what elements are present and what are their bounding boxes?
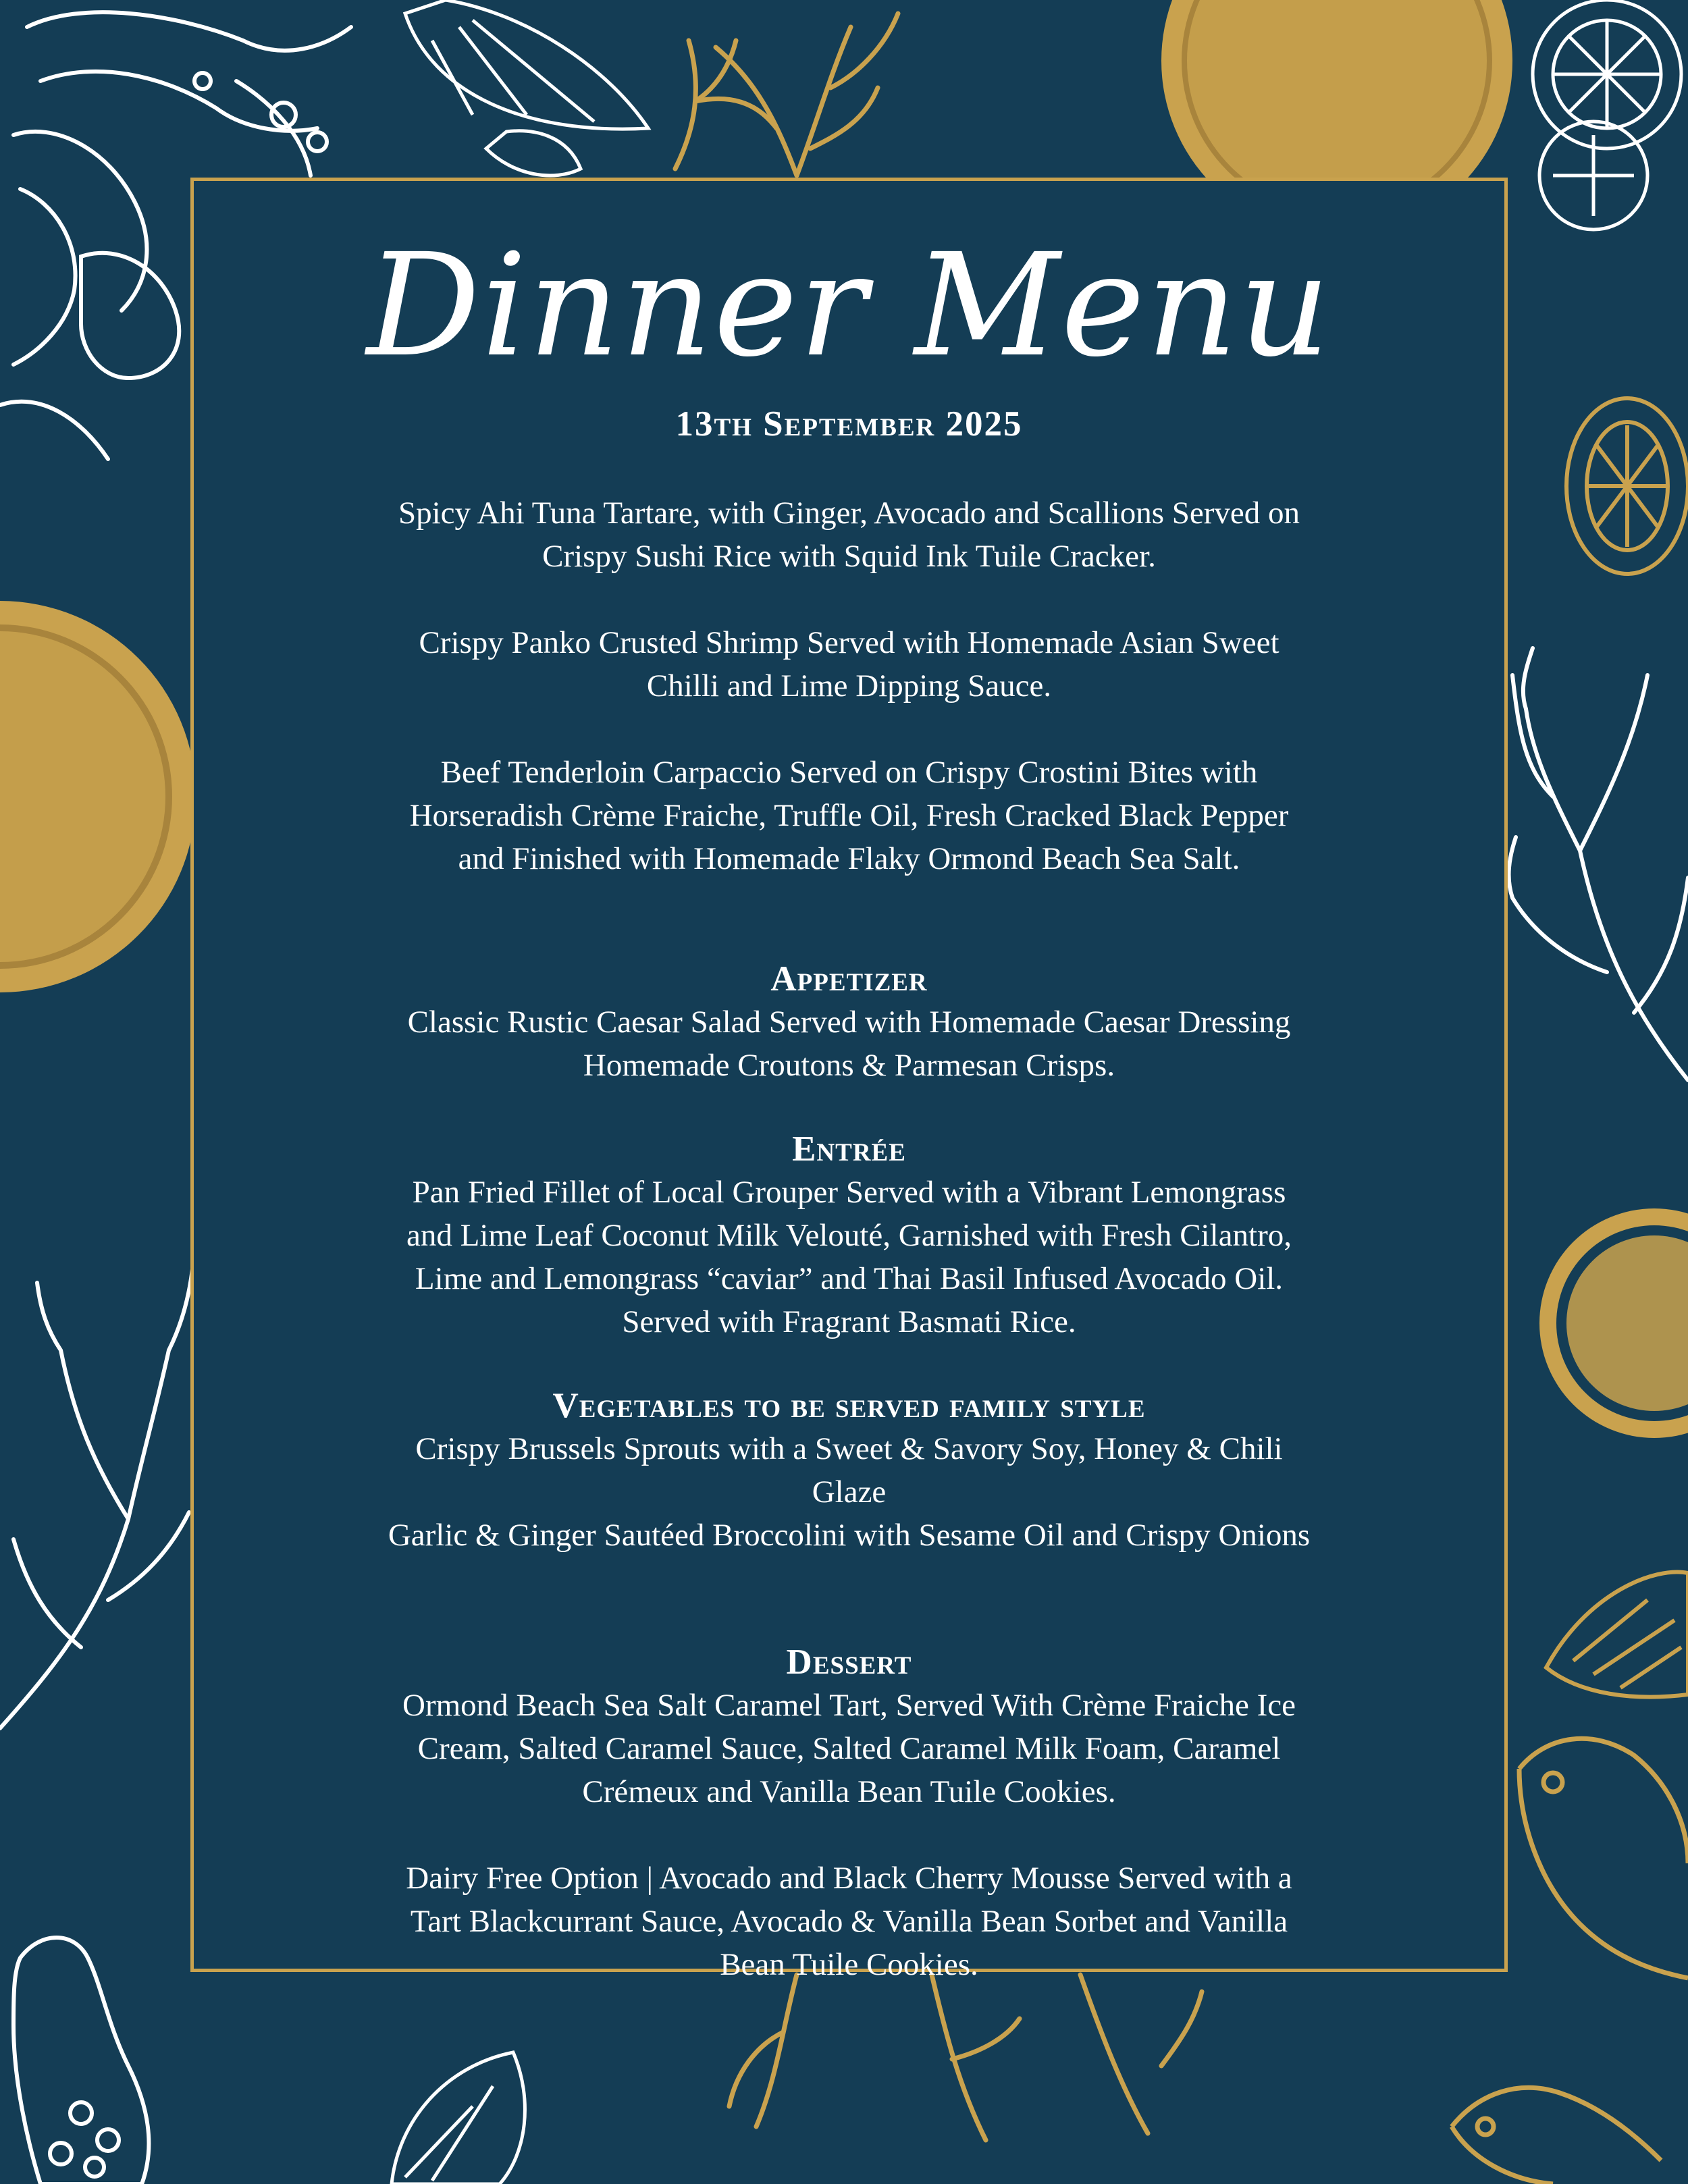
canape-1-line-2: Crispy Sushi Rice with Squid Ink Tuile Cracker.	[542, 539, 1156, 574]
lemon-slice-illustration	[1533, 0, 1681, 230]
menu-card	[190, 178, 1508, 1982]
canape-2-line-2: Chilli and Lime Dipping Sauce.	[646, 668, 1052, 703]
coral-branch-illustration	[729, 1975, 1202, 2140]
dessert-section	[261, 1641, 1437, 1986]
menu-date: 13th September 2025	[675, 404, 1023, 444]
spoon-illustration	[14, 1938, 149, 2184]
caviar-tin-illustration	[1539, 1208, 1688, 1438]
appetizer-heading: Appetizer	[770, 959, 928, 998]
entree-line-3: Lime and Lemongrass “caviar” and Thai Basil Infused Avocado Oil.	[415, 1261, 1284, 1296]
dairy-free-line-3: Bean Tuile Cookies.	[720, 1947, 978, 1982]
appetizer-section	[261, 957, 1437, 1087]
lemon-slice-illustration	[1546, 1572, 1688, 1697]
vegetables-line-3: Garlic & Ginger Sautéed Broccolini with Sesame Oil and Crispy Onions	[388, 1518, 1311, 1553]
vegetables-heading: Vegetables to be served family style	[552, 1386, 1146, 1425]
entree-section	[261, 1127, 1437, 1343]
dessert-line-2: Cream, Salted Caramel Sauce, Salted Caramel Milk Foam, Caramel	[417, 1731, 1281, 1766]
dessert-line-3: Crémeux and Vanilla Bean Tuile Cookies.	[582, 1774, 1116, 1809]
entree-line-1: Pan Fried Fillet of Local Grouper Served with a Vibrant Lemongrass	[412, 1175, 1286, 1210]
lemon-slice-illustration	[392, 2052, 525, 2184]
entree-heading: Entrée	[792, 1129, 906, 1169]
appetizer-line-2: Homemade Croutons & Parmesan Crisps.	[583, 1048, 1115, 1083]
dairy-free-line-1: Dairy Free Option | Avocado and Black Cherry Mousse Served with a	[406, 1861, 1292, 1896]
vegetables-line-2: Glaze	[812, 1474, 887, 1510]
canape-1-line-1: Spicy Ahi Tuna Tartare, with Ginger, Avocado and Scallions Served on	[398, 496, 1300, 531]
menu-title: Dinner Menu	[366, 223, 1332, 388]
dessert-line-1: Ormond Beach Sea Salt Caramel Tart, Served With Crème Fraiche Ice	[402, 1688, 1296, 1723]
canape-3-line-2: Horseradish Crème Fraiche, Truffle Oil, Fresh Cracked Black Pepper	[409, 798, 1289, 833]
vegetables-section	[261, 1384, 1437, 1557]
entree-line-4: Served with Fragrant Basmati Rice.	[622, 1304, 1076, 1339]
lemon-slice-illustration	[1566, 398, 1688, 574]
canape-2-line-1: Crispy Panko Crusted Shrimp Served with Homemade Asian Sweet	[419, 625, 1280, 660]
coral-branch-illustration	[0, 1269, 192, 1728]
lemon-slice-illustration	[405, 0, 648, 176]
canape-3-line-3: and Finished with Homemade Flaky Ormond Beach Sea Salt.	[458, 841, 1240, 876]
canapes-section	[261, 491, 1437, 880]
appetizer-line-1: Classic Rustic Caesar Salad Served with Homemade Caesar Dressing	[407, 1005, 1291, 1040]
coral-branch-illustration	[675, 14, 898, 176]
entree-line-2: and Lime Leaf Coconut Milk Velouté, Garnished with Fresh Cilantro,	[406, 1218, 1292, 1253]
canape-3-line-1: Beef Tenderloin Carpaccio Served on Crispy Crostini Bites with	[440, 755, 1258, 790]
dessert-heading: Dessert	[786, 1643, 912, 1682]
vegetables-line-1: Crispy Brussels Sprouts with a Sweet & Savory Soy, Honey & Chili	[415, 1431, 1283, 1466]
caviar-tin-illustration	[0, 601, 196, 992]
dairy-free-line-2: Tart Blackcurrant Sauce, Avocado & Vanilla Bean Sorbet and Vanilla	[410, 1904, 1288, 1939]
coral-branch-illustration	[1509, 648, 1688, 1080]
